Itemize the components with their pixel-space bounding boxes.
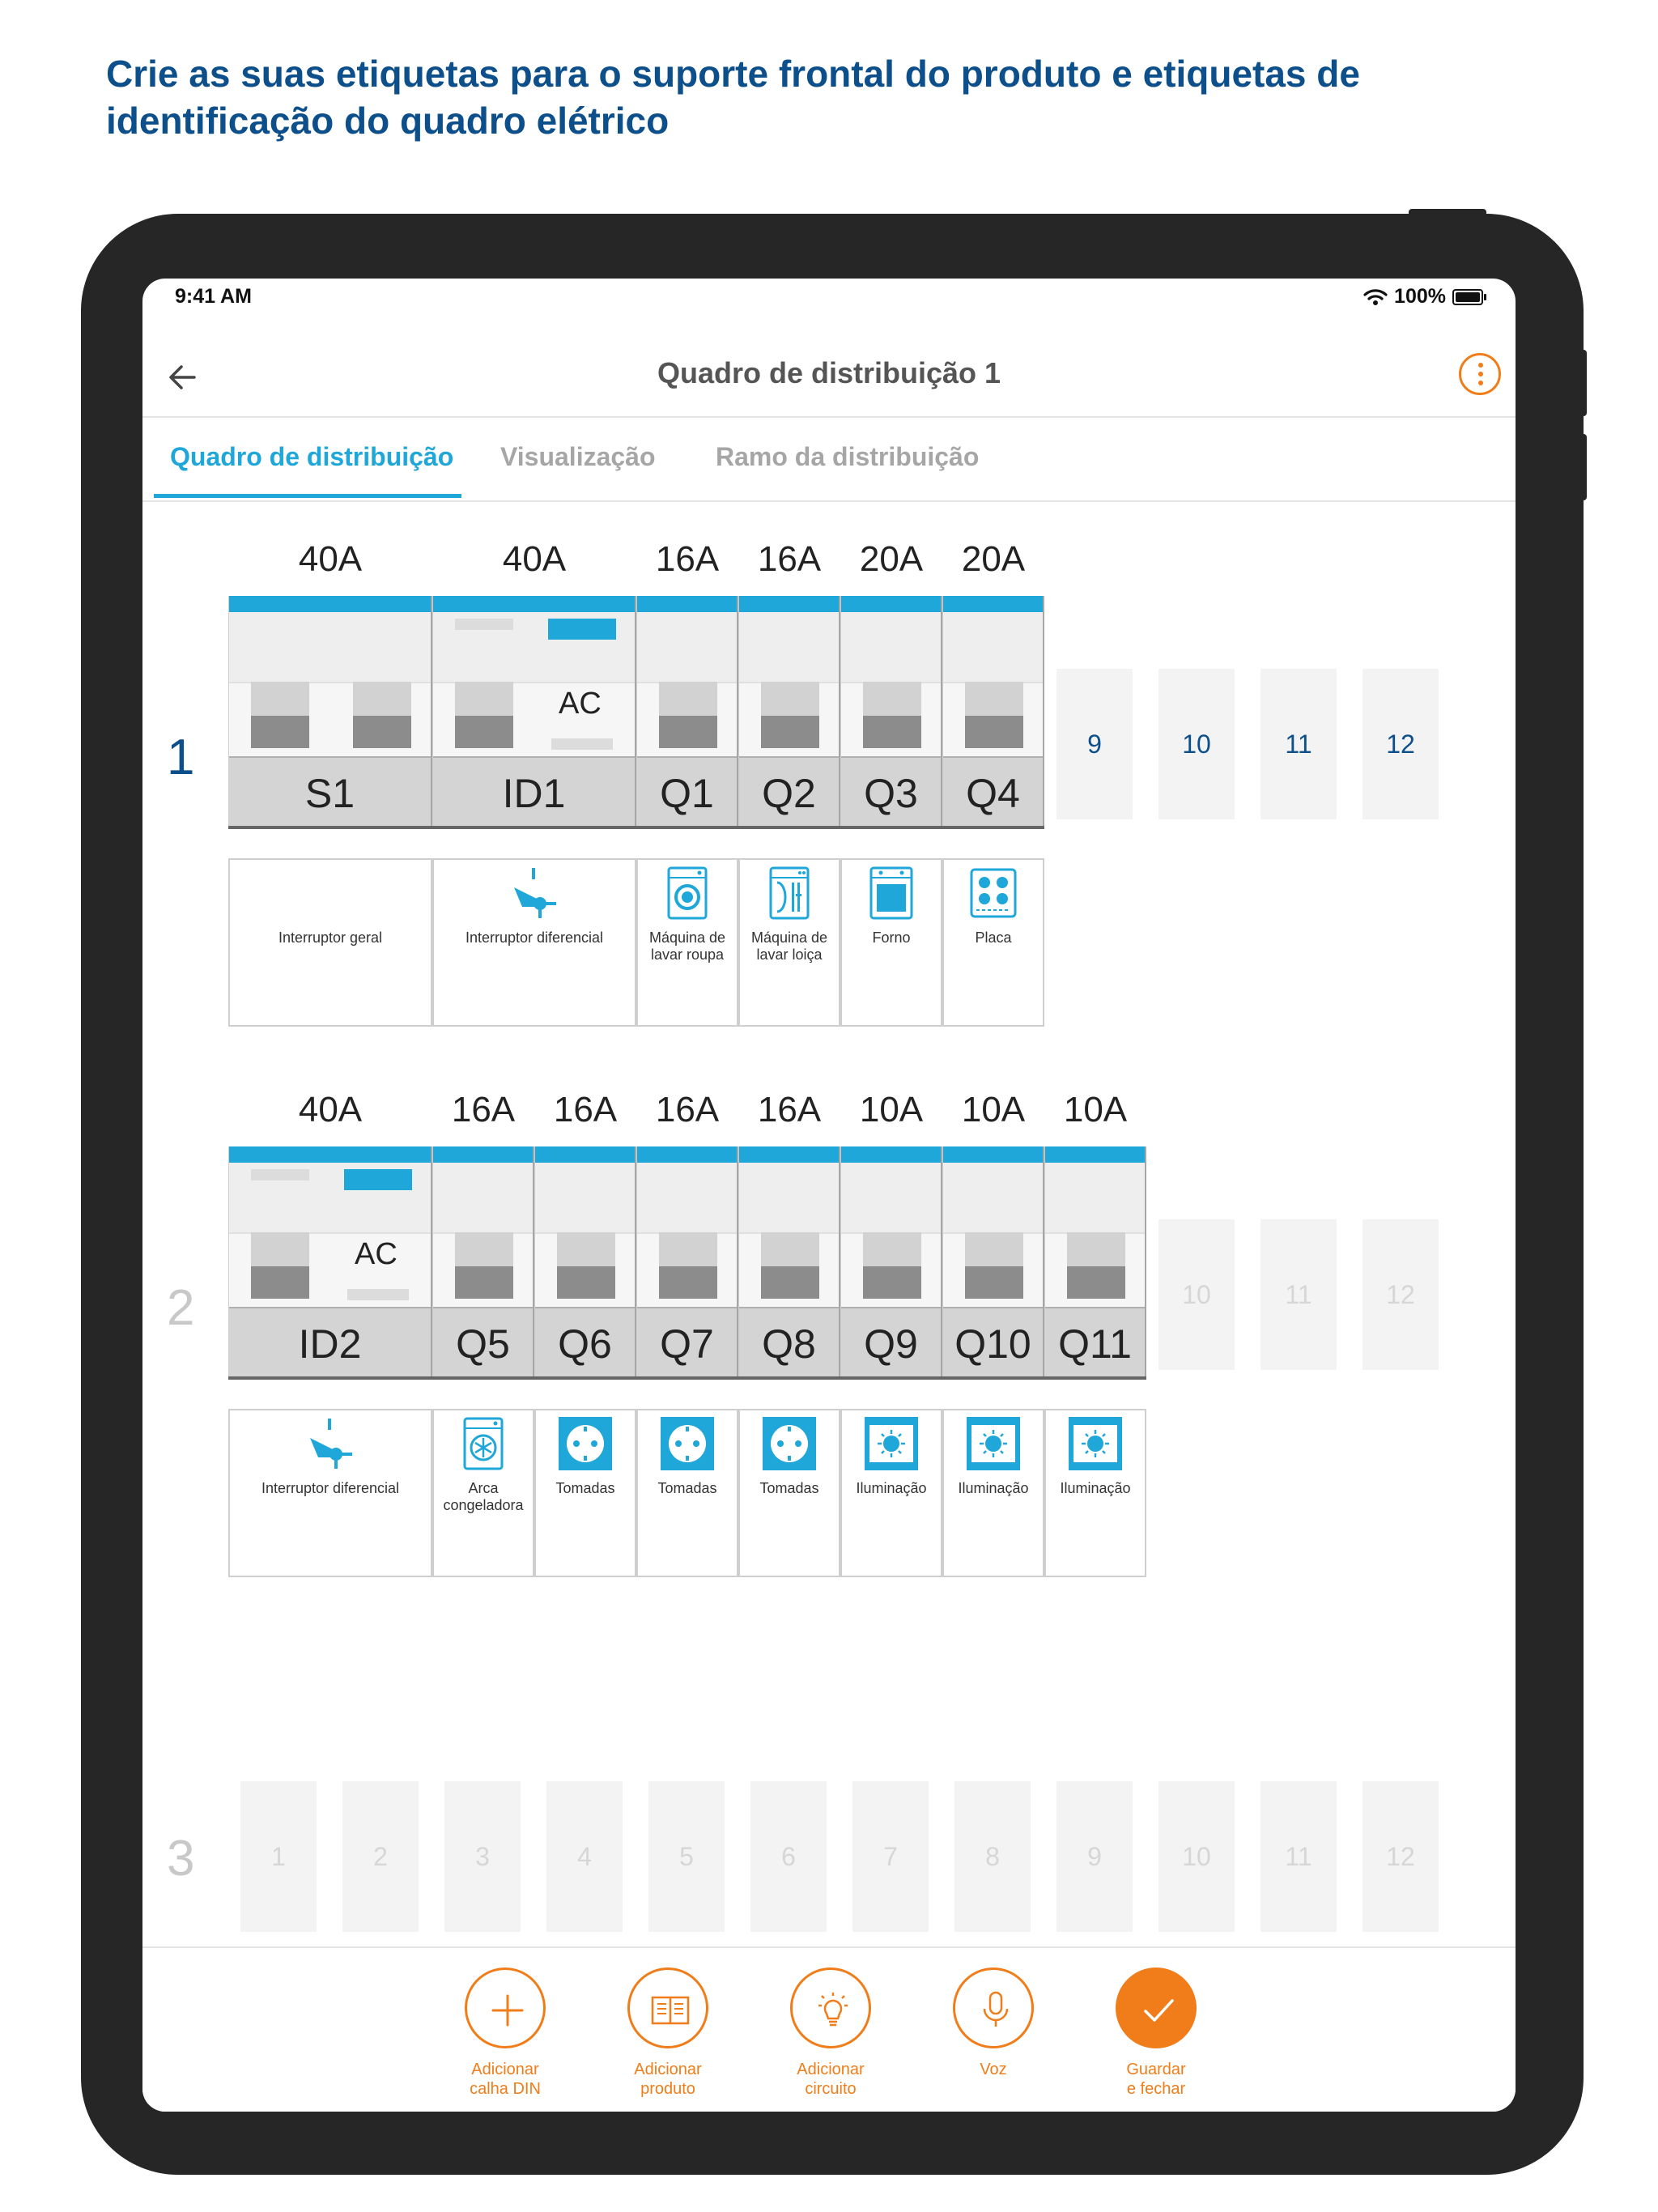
circuit-label-text: Tomadas <box>555 1480 615 1496</box>
toggle-up <box>557 1232 615 1266</box>
wifi-icon <box>1363 288 1388 306</box>
breaker-q6[interactable] <box>534 1146 636 1378</box>
toggle-up <box>455 682 513 716</box>
empty-slot[interactable]: 10 <box>1158 669 1235 819</box>
circuit-label-text: Interruptor diferencial <box>465 929 604 946</box>
toggle-down <box>455 716 513 748</box>
freezer-icon <box>457 1417 510 1470</box>
tablet-volume-down-button <box>1579 434 1587 500</box>
breaker-top-strip <box>943 1146 1043 1163</box>
breaker-toggle[interactable] <box>965 1232 1023 1305</box>
status-bar <box>142 279 1516 314</box>
bottom-action-bar <box>142 1946 1516 2112</box>
empty-slot[interactable]: 7 <box>852 1781 929 1932</box>
circuit-label-text: Interruptor geral <box>278 929 383 946</box>
amperage-label: 10A <box>859 1090 924 1129</box>
breaker-top-strip <box>841 596 941 612</box>
reset-indicator <box>551 738 613 750</box>
circuit-label-text: Tomadas <box>657 1480 717 1496</box>
breaker-id1[interactable] <box>432 596 636 827</box>
breaker-toggle[interactable] <box>761 1232 819 1305</box>
din-rail-edge <box>228 826 1044 829</box>
breaker-id: ID2 <box>229 1307 431 1380</box>
socket-icon <box>763 1417 816 1470</box>
toggle-up <box>251 682 309 716</box>
action-save-and-close-button[interactable] <box>1075 1967 1237 2099</box>
test-indicator <box>455 619 513 630</box>
breaker-q1[interactable] <box>636 596 738 827</box>
circuit-label-text: Forno <box>872 929 911 946</box>
breaker-toggle[interactable] <box>251 1232 309 1305</box>
action-label: Adicionar produto <box>634 2061 702 2098</box>
toggle-down <box>863 1266 921 1299</box>
empty-slot[interactable]: 8 <box>954 1781 1031 1932</box>
toggle-down <box>251 716 309 748</box>
circuit-label-text: Iluminação <box>1060 1480 1131 1496</box>
toggle-up <box>863 682 921 716</box>
circuit-label[interactable] <box>942 1409 1044 1577</box>
action-label: Adicionar circuito <box>797 2061 865 2098</box>
empty-slot[interactable]: 12 <box>1363 669 1439 819</box>
toggle-up <box>863 1232 921 1266</box>
action-add-din-rail-button[interactable] <box>424 1967 586 2099</box>
breaker-id: Q3 <box>841 756 941 829</box>
circuit-label-text: Tomadas <box>759 1480 819 1496</box>
amperage-label: 16A <box>655 1090 720 1129</box>
circuit-label[interactable] <box>738 1409 840 1577</box>
din-rail-edge <box>228 1376 1146 1380</box>
breaker-id: ID1 <box>433 756 635 829</box>
breaker-top-strip <box>229 1146 431 1163</box>
toggle-up <box>761 682 819 716</box>
action-voice-button[interactable] <box>912 1967 1074 2079</box>
rail-number-1: 1 <box>167 730 195 785</box>
breaker-toggle[interactable] <box>455 1232 513 1305</box>
distribution-board <box>142 502 1516 1935</box>
microphone-icon[interactable] <box>953 1967 1034 2048</box>
breaker-toggle[interactable] <box>863 1232 921 1305</box>
toggle-up <box>659 682 717 716</box>
amperage-label: 16A <box>757 539 822 579</box>
empty-slot[interactable]: 11 <box>1261 1219 1337 1370</box>
toggle-down <box>353 716 411 748</box>
socket-icon <box>559 1417 612 1470</box>
washing-machine-icon <box>661 866 714 920</box>
circuit-label[interactable] <box>534 1409 636 1577</box>
empty-slot[interactable]: 4 <box>546 1781 623 1932</box>
amperage-label: 40A <box>298 1090 363 1129</box>
socket-icon <box>661 1417 714 1470</box>
lighting-icon <box>967 1417 1020 1470</box>
tab-quadro[interactable]: Quadro de distribuição <box>170 442 454 471</box>
rcd-status-indicator <box>344 1169 412 1190</box>
action-label: Adicionar calha DIN <box>470 2061 541 2098</box>
breaker-id: Q5 <box>433 1307 533 1380</box>
empty-slot[interactable]: 2 <box>342 1781 419 1932</box>
breaker-q3[interactable] <box>840 596 942 827</box>
toggle-down <box>455 1266 513 1299</box>
breaker-toggle[interactable] <box>761 682 819 755</box>
more-dot <box>1478 381 1483 385</box>
plus-icon[interactable] <box>465 1967 546 2048</box>
breaker-toggle[interactable] <box>863 682 921 755</box>
breaker-q10[interactable] <box>942 1146 1044 1378</box>
circuit-label[interactable] <box>840 858 942 1027</box>
toggle-up <box>761 1232 819 1266</box>
amperage-label: 10A <box>961 1090 1026 1129</box>
circuit-label-text: Iluminação <box>856 1480 927 1496</box>
app-bar <box>142 335 1516 418</box>
breaker-q4[interactable] <box>942 596 1044 827</box>
toggle-up <box>455 1232 513 1266</box>
breaker-toggle[interactable] <box>455 682 513 755</box>
more-dot <box>1478 372 1483 376</box>
breaker-id: Q4 <box>943 756 1043 829</box>
breaker-top-strip <box>433 596 635 612</box>
breaker-id: Q7 <box>637 1307 737 1380</box>
amperage-label: 10A <box>1063 1090 1128 1129</box>
breaker-s1[interactable] <box>228 596 432 827</box>
rcd-status-indicator <box>548 619 616 640</box>
breaker-id: Q10 <box>943 1307 1043 1380</box>
toggle-up <box>251 1232 309 1266</box>
breaker-top-strip <box>739 596 839 612</box>
action-label: Guardar e fechar <box>1126 2061 1186 2098</box>
breaker-top-strip <box>535 1146 635 1163</box>
toggle-down <box>965 1266 1023 1299</box>
breaker-top-strip <box>637 1146 737 1163</box>
circuit-label[interactable] <box>228 858 432 1027</box>
circuit-label-text: Máquina de lavar loiça <box>750 929 828 963</box>
rcd-icon <box>304 1417 357 1470</box>
check-icon[interactable] <box>1116 1967 1197 2048</box>
breaker-q5[interactable] <box>432 1146 534 1378</box>
empty-slot[interactable]: 5 <box>648 1781 725 1932</box>
circuit-label[interactable] <box>228 1409 432 1577</box>
status-time: 9:41 AM <box>175 285 252 308</box>
circuit-label[interactable] <box>636 858 738 1027</box>
toggle-down <box>251 1266 309 1299</box>
empty-slot[interactable]: 11 <box>1261 669 1337 819</box>
breaker-toggle[interactable] <box>251 682 309 755</box>
more-vertical-icon <box>1478 363 1483 368</box>
rail-number-2: 2 <box>167 1280 195 1336</box>
breaker-q9[interactable] <box>840 1146 942 1378</box>
amperage-label: 40A <box>298 539 363 579</box>
rcd-type-label: AC <box>355 1237 397 1271</box>
amperage-label: 20A <box>961 539 1026 579</box>
toggle-up <box>659 1232 717 1266</box>
amperage-label: 40A <box>502 539 567 579</box>
breaker-top-strip <box>739 1146 839 1163</box>
breaker-id: Q9 <box>841 1307 941 1380</box>
hob-icon <box>967 866 1020 920</box>
breaker-top-strip <box>637 596 737 612</box>
circuit-label-text: Iluminação <box>958 1480 1029 1496</box>
test-indicator <box>251 1169 309 1180</box>
rcd-icon <box>508 866 561 920</box>
lighting-icon <box>865 1417 918 1470</box>
breaker-toggle[interactable] <box>557 1232 615 1305</box>
breaker-q11[interactable] <box>1044 1146 1146 1378</box>
app-screen <box>142 279 1516 2112</box>
circuit-label[interactable] <box>942 858 1044 1027</box>
breaker-top-strip <box>1045 1146 1145 1163</box>
breaker-q7[interactable] <box>636 1146 738 1378</box>
toggle-down <box>965 716 1023 748</box>
catalog-icon[interactable] <box>627 1967 708 2048</box>
dishwasher-icon <box>763 866 816 920</box>
rcd-type-label: AC <box>559 687 602 721</box>
empty-slot[interactable]: 1 <box>240 1781 317 1932</box>
battery-percent: 100% <box>1394 285 1446 308</box>
breaker-top-strip <box>841 1146 941 1163</box>
breaker-top-strip <box>433 1146 533 1163</box>
amperage-label: 16A <box>451 1090 516 1129</box>
action-label: Voz <box>980 2061 1007 2078</box>
empty-slot[interactable]: 6 <box>750 1781 827 1932</box>
circuit-label[interactable] <box>840 1409 942 1577</box>
active-tab-indicator <box>154 494 461 498</box>
page-headline: Crie as suas etiquetas para o suporte frontal do produto e etiquetas de identificação do quadro elétrico <box>106 53 1360 142</box>
empty-slot[interactable]: 10 <box>1158 1781 1235 1932</box>
tab-bar <box>142 418 1516 502</box>
circuit-label[interactable] <box>636 1409 738 1577</box>
empty-slot[interactable]: 11 <box>1261 1781 1337 1932</box>
empty-slot[interactable]: 10 <box>1158 1219 1235 1370</box>
tab-ramo[interactable]: Ramo da distribuição <box>716 442 980 471</box>
toggle-up <box>965 1232 1023 1266</box>
page-title: Quadro de distribuição 1 <box>657 356 1001 389</box>
bulb-icon[interactable] <box>790 1967 871 2048</box>
toggle-up <box>1067 1232 1125 1266</box>
rail-number-3: 3 <box>167 1831 195 1887</box>
circuit-label[interactable] <box>432 1409 534 1577</box>
breaker-toggle[interactable] <box>659 1232 717 1305</box>
breaker-toggle[interactable] <box>965 682 1023 755</box>
tab-visualizacao[interactable]: Visualização <box>500 442 656 471</box>
empty-slot[interactable]: 9 <box>1056 669 1133 819</box>
empty-slot[interactable]: 9 <box>1056 1781 1133 1932</box>
circuit-label-text: Placa <box>975 929 1012 946</box>
breaker-toggle[interactable] <box>659 682 717 755</box>
breaker-id: S1 <box>229 756 431 829</box>
amperage-label: 16A <box>655 539 720 579</box>
breaker-q8[interactable] <box>738 1146 840 1378</box>
breaker-id: Q1 <box>637 756 737 829</box>
more-options-button[interactable] <box>1459 353 1501 395</box>
circuit-label-text: Arca congeladora <box>443 1480 524 1513</box>
breaker-id: Q11 <box>1045 1307 1145 1380</box>
lighting-icon <box>1069 1417 1122 1470</box>
oven-icon <box>865 866 918 920</box>
amperage-label: 20A <box>859 539 924 579</box>
circuit-label[interactable] <box>738 858 840 1027</box>
amperage-label: 16A <box>553 1090 618 1129</box>
breaker-id: Q6 <box>535 1307 635 1380</box>
battery-icon <box>1452 289 1483 305</box>
amperage-label: 16A <box>757 1090 822 1129</box>
breaker-id2[interactable] <box>228 1146 432 1378</box>
toggle-down <box>863 716 921 748</box>
toggle-down <box>659 1266 717 1299</box>
reset-indicator <box>347 1289 409 1300</box>
breaker-id: Q2 <box>739 756 839 829</box>
circuit-label-text: Máquina de lavar roupa <box>648 929 726 963</box>
breaker-top-strip <box>943 596 1043 612</box>
breaker-id: Q8 <box>739 1307 839 1380</box>
action-add-circuit-button[interactable] <box>750 1967 912 2099</box>
empty-slot[interactable]: 3 <box>444 1781 521 1932</box>
toggle-down <box>659 716 717 748</box>
circuit-label[interactable] <box>1044 1409 1146 1577</box>
breaker-q2[interactable] <box>738 596 840 827</box>
action-add-product-button[interactable] <box>587 1967 749 2099</box>
tablet-volume-up-button <box>1579 350 1587 416</box>
toggle-down <box>761 1266 819 1299</box>
tablet-top-button <box>1409 209 1486 217</box>
empty-slot[interactable]: 12 <box>1363 1781 1439 1932</box>
toggle-up <box>965 682 1023 716</box>
breaker-toggle[interactable] <box>353 682 411 755</box>
toggle-down <box>1067 1266 1125 1299</box>
toggle-up <box>353 682 411 716</box>
breaker-top-strip <box>229 596 431 612</box>
circuit-label[interactable] <box>432 858 636 1027</box>
empty-slot[interactable]: 12 <box>1363 1219 1439 1370</box>
circuit-label-text: Interruptor diferencial <box>261 1480 400 1496</box>
breaker-toggle[interactable] <box>1067 1232 1125 1305</box>
toggle-down <box>557 1266 615 1299</box>
toggle-down <box>761 716 819 748</box>
